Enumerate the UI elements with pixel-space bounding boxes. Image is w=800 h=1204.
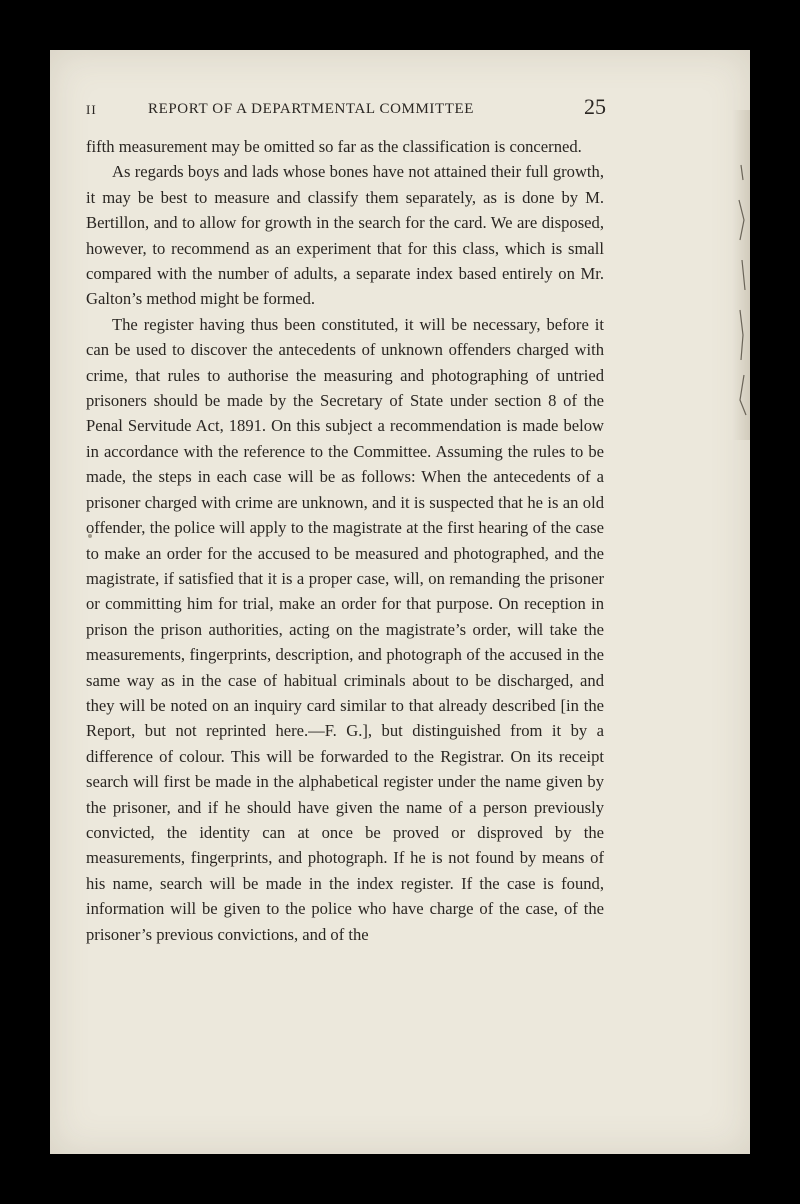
running-header [86,96,606,124]
chapter-number: II [86,102,97,117]
margin-pencil-annotation [734,160,748,420]
running-title: REPORT OF A DEPARTMENTAL COMMITTEE [148,101,475,117]
body-text [86,134,604,947]
page-number: 25 [584,94,606,119]
paragraph: The register having thus been constituted, it will be necessary, before it can be used to discover the antecedents of unknown offenders charged with crime, that rules to authorise the measuring and photographing of untried prisoners should be made by the Secretary of State under section 8 of the Penal Servitude Act, 1891. On this subject a recommendation is made below in accordance with the reference to the Committee. Assuming the rules to be made, the steps in each case will be as follows: When the antecedents of a prisoner charged with crime are unknown, and it is suspected that he is an old offender, the police will apply to the magistrate at the first hearing of the case to make an order for the accused to be measured and photographed, and the magistrate, if satisfied that it is a proper case, will, on remanding the prisoner or committing him for trial, make an order for that purpose. On reception in prison the prison authorities, acting on the magistrate’s order, will take the measurements, fingerprints, description, and photograph of the accused in the same way as in the case of habitual criminals about to be discharged, and they will be noted on an inquiry card similar to that already described [in the Report, but not reprinted here.—F. G.], but distinguished from it by a difference of colour. This will be forwarded to the Registrar. On its receipt search will first be made in the alphabetical register under the name given by the prisoner, and if he should have given the name of a person previously convicted, the identity can at once be proved or disproved by the measurements, fingerprints, and photograph. If he is not found by means of his name, search will be made in the index register. If the case is found, information will be given to the police who have charge of the case, of the prisoner’s previous convictions, and of the [86,314,604,944]
paragraph: fifth measurement may be omitted so far as the classification is concerned. [86,137,582,156]
paragraph: As regards boys and lads whose bones have not attained their full growth, it may be best to measure and classify them separately, as is done by M. Bertillon, and to allow for growth in the search for the card. We are disposed, however, to recommend as an experiment that for this class, which is small compared with the number of adults, a separate index based entirely on Mr. Galton’s method might be formed. [86,162,604,309]
